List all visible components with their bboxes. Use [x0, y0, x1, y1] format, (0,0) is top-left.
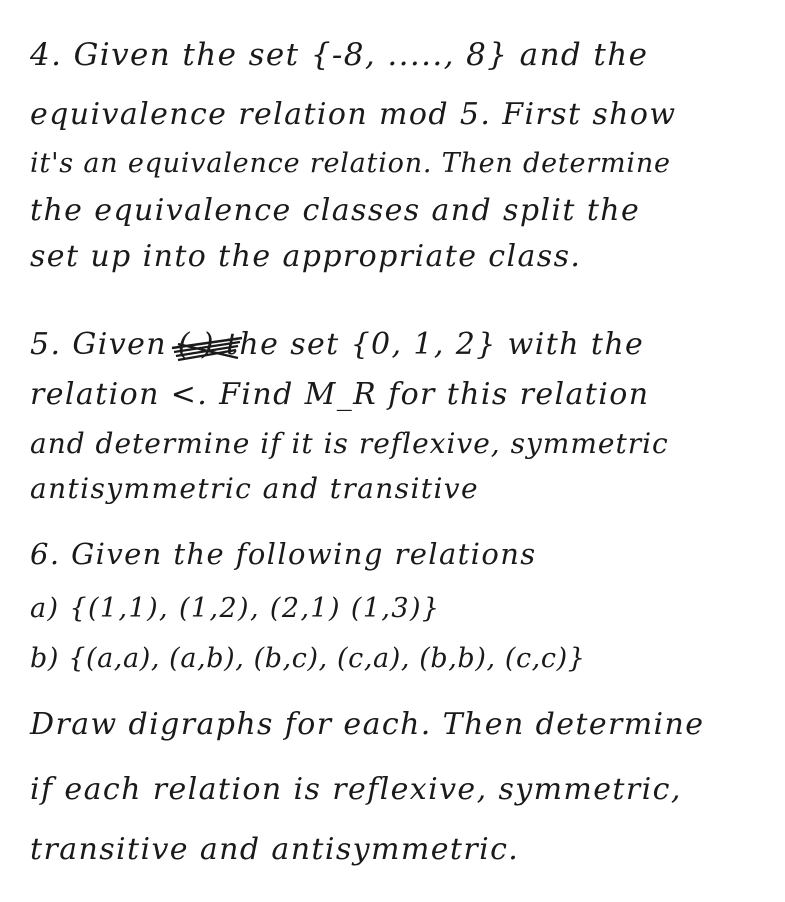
problem-6-relation-a: a) {(1,1), (1,2), (2,1) (1,3)}	[30, 593, 441, 624]
problem-6-relation-b: b) {(a,a), (a,b), (b,c), (c,a), (b,b), (c,c)}	[30, 643, 586, 674]
problem-6-line-4: Draw digraphs for each. Then determine	[30, 707, 705, 742]
problem-6-line-6: transitive and antisymmetric.	[30, 832, 520, 867]
problem-4-line-4: the equivalence classes and split the	[30, 193, 641, 228]
problem-4-line-1: 4. Given the set {-8, ....., 8} and the	[30, 37, 649, 73]
problem-6-line-1: 6. Given the following relations	[30, 537, 537, 571]
crossed-out-scribble	[168, 330, 248, 366]
problem-5-line-4: antisymmetric and transitive	[30, 472, 480, 505]
problem-5-line-1: 5. Given ( ) the set {0, 1, 2} with the	[30, 327, 645, 362]
problem-5-line-3: and determine if it is reflexive, symmetric	[30, 427, 669, 460]
problem-5-line-2: relation <. Find M_R for this relation	[30, 377, 650, 412]
problem-4-line-5: set up into the appropriate class.	[30, 239, 582, 274]
problem-6-line-5: if each relation is reflexive, symmetric,	[30, 772, 682, 807]
problem-4-line-2: equivalence relation mod 5. First show	[30, 97, 677, 132]
problem-4-line-3: it's an equivalence relation. Then determine	[30, 148, 671, 179]
